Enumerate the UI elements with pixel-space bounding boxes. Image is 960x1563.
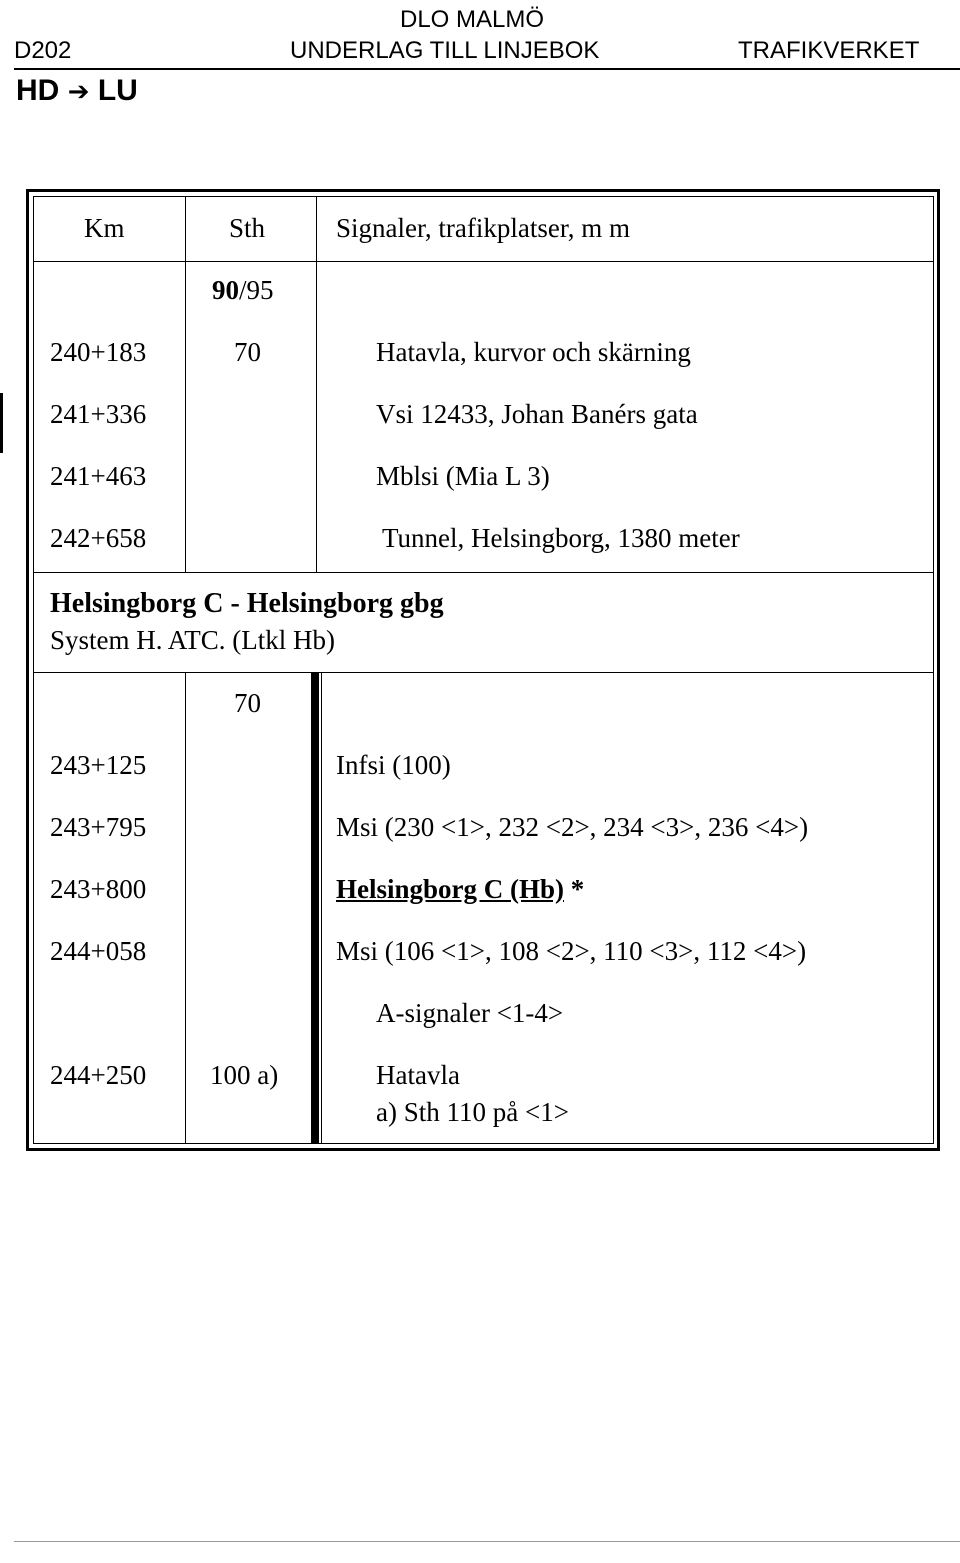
column-divider-sth [316,197,317,261]
column-divider-km [185,261,186,572]
section-system: System H. ATC. (Ltkl Hb) [50,625,336,655]
table-row-text: Hatavla, kurvor och skärning [376,337,691,367]
region-title: DLO MALMÖ [400,6,545,33]
document-id: D202 [14,37,72,64]
section-heading-divider [34,672,933,673]
column-header-signals: Signaler, trafikplatser, m m [336,213,631,243]
route-label [16,74,138,108]
section-divider [34,572,933,573]
table-row-km: 243+800 [50,874,147,904]
table-row-text: Infsi (100) [336,750,451,780]
table-row-text: Hatavla [376,1060,460,1090]
station-marker: * [564,874,585,904]
station-name [336,874,584,905]
change-bar [0,393,3,453]
arrow-right-icon: ➔ [67,77,90,107]
footer-rule [14,1541,960,1542]
table-row-km: 242+658 [50,523,147,553]
header-rule [14,68,960,70]
table-row-text: Msi (230 <1>, 232 <2>, 234 <3>, 236 <4>) [336,812,809,842]
table-row-km: 243+125 [50,750,147,780]
table-row-text: A-signaler <1-4> [376,998,564,1028]
column-divider-km [185,672,186,1144]
route-to: LU [97,74,138,107]
table-row-km: 243+795 [50,812,147,842]
table-row-km: 244+058 [50,936,147,966]
speed-value [212,275,274,306]
table-row-text: Vsi 12433, Johan Banérs gata [376,399,698,429]
column-divider-sth [316,261,317,572]
table-row-text: Msi (106 <1>, 108 <2>, 110 <3>, 112 <4>) [336,936,807,966]
column-header-sth: Sth [229,213,266,243]
double-track-line [311,672,319,1144]
column-header-km: Km [84,213,125,243]
header-row-divider [34,261,933,262]
table-row-km: 244+250 [50,1060,147,1090]
document-title: UNDERLAG TILL LINJEBOK [290,37,600,64]
table-row-sth: 70 [234,337,261,367]
column-divider-km [185,197,186,261]
station-link: Helsingborg C (Hb) [336,874,565,904]
table-row-km: 241+463 [50,461,147,491]
organization-name: TRAFIKVERKET [738,37,920,64]
speed-primary: 90 [212,275,239,305]
table-row-note: a) Sth 110 på <1> [376,1097,569,1127]
table-row-text: Mblsi (Mia L 3) [376,461,550,491]
table-row-sth: 100 a) [210,1060,279,1090]
route-from: HD [16,74,60,107]
speed-value: 70 [234,688,261,718]
table-row-km: 240+183 [50,337,147,367]
table-row-km: 241+336 [50,399,147,429]
speed-secondary: /95 [239,275,274,305]
section-heading: Helsingborg C - Helsingborg gbg [50,588,444,619]
column-divider-sth [321,672,322,1144]
table-row-text: Tunnel, Helsingborg, 1380 meter [382,523,740,553]
